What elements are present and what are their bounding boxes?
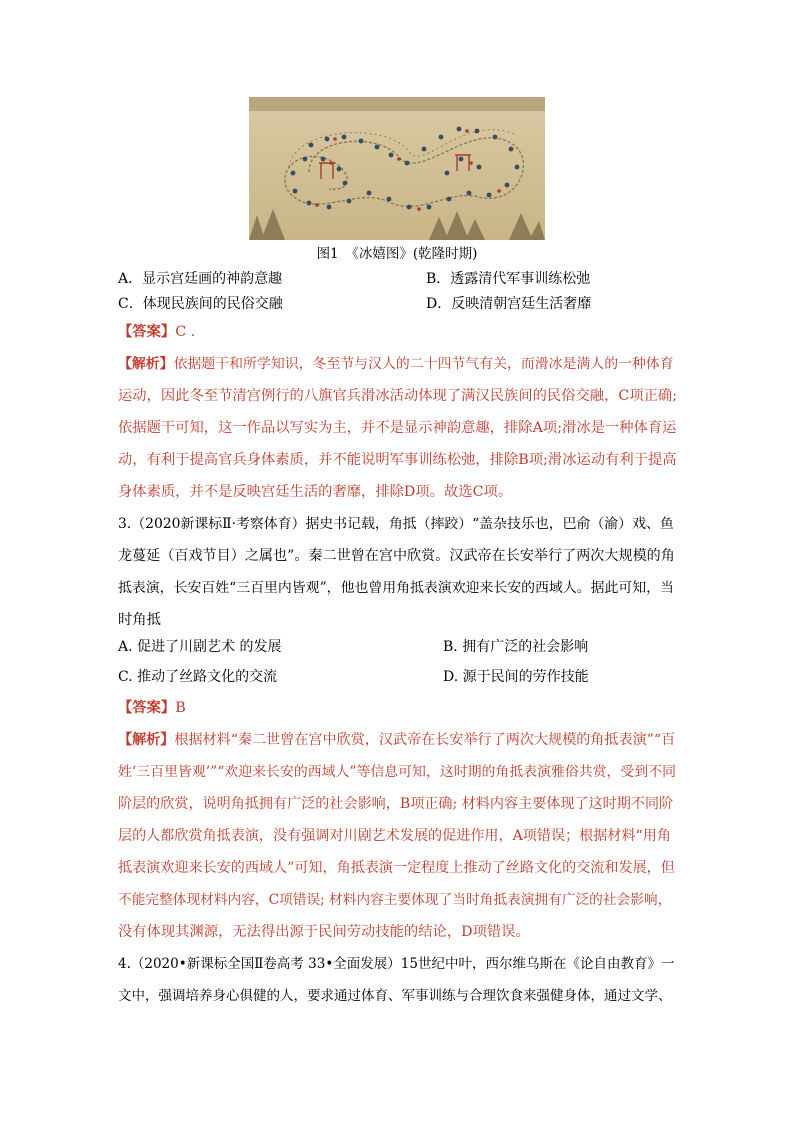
q3-analysis-line: 【解析】根据材料“秦二世曾在宫中欣赏，汉武帝在长安举行了两次大规模的角抵表演”“百 <box>118 732 676 748</box>
q4-stem-line: 4.（2020•新课标全国Ⅱ卷高考 33•全面发展）15世纪中叶，西尔维乌斯在《论自由教育》一 <box>118 956 675 972</box>
q3-stem-line: 龙蔓延（百戏节目）之属也”。秦二世曾在宫中欣赏。汉武帝在长安举行了两次大规模的角 <box>118 548 675 564</box>
q3-option-a: A. 促进了川剧艺术 的发展 <box>118 639 282 655</box>
q3-analysis-line: 不能完整体现材料内容，C项错误; 材料内容主要体现了当时角抵表演拥有广泛的社会影响， <box>118 892 672 908</box>
q2-option-b: B．透露清代军事训练松弛 <box>426 271 591 287</box>
q3-stem-line: 3.（2020新课标Ⅱ·考察体育）据史书记载，角抵（摔跤）“盖杂技乐也，巴俞（渝）戏、鱼 <box>118 516 674 532</box>
q3-option-b: B. 拥有广泛的社会影响 <box>443 639 589 655</box>
q3-analysis-line: 没有体现其渊源，无法得出源于民间劳动技能的结论，D项错误。 <box>118 924 530 940</box>
q3-stem-line: 抵表演，长安百姓“三百里内皆观”，他也曾用角抵表演欢迎来长安的西域人。据此可知，当 <box>118 580 674 596</box>
q3-answer <box>118 698 678 718</box>
answer-tag: 【答案】 <box>118 700 176 716</box>
q2-option-c: C．体现民族间的民俗交融 <box>118 296 283 312</box>
answer-tag: 【答案】 <box>118 324 176 340</box>
q2-analysis-line: 运动，因此冬至节清宫例行的八旗官兵滑冰活动体现了满汉民族间的民俗交融，C项正确; <box>118 388 678 404</box>
q2-analysis-line: 动，有利于提高官兵身体素质，并不能说明军事训练松弛，排除B项;滑冰运动有利于提高 <box>118 452 677 468</box>
q3-option-c: C. 推动了丝路文化的交流 <box>118 669 278 685</box>
q2-answer <box>118 322 678 342</box>
q4-stem-line: 文中，强调培养身心俱健的人，要求通过体育、军事训练与合理饮食来强健身体，通过文学、 <box>118 988 672 1004</box>
q3-analysis-line: 层的人都欣赏角抵表演，没有强调对川剧艺术发展的促进作用，A项错误；根据材料“用角 <box>118 828 671 844</box>
analysis-tag: 【解析】 <box>118 356 174 372</box>
q2-analysis-line: 依据题干可知，这一作品以写实为主，并不是显示神韵意趣，排除A项;滑冰是一种体育运 <box>118 420 677 436</box>
q3-analysis-line: 阶层的欣赏，说明角抵拥有广泛的社会影响，B项正确; 材料内容主要体现了这时期不同阶 <box>118 796 674 812</box>
q2-analysis-line: 身体素质，并不是反映宫廷生活的奢靡，排除D项。故选C项。 <box>118 484 513 500</box>
q3-analysis-line: 姓‘三百里皆观’”“欢迎来长安的西域人”等信息可知，这时期的角抵表演雅俗共赏，受到不同 <box>118 764 676 780</box>
q2-option-a: A．显示宫廷画的神韵意趣 <box>118 271 283 287</box>
q3-stem-line: 时角抵 <box>118 612 161 628</box>
answer-value: B <box>175 700 186 716</box>
answer-value: C . <box>175 324 196 340</box>
q3-option-d: D. 源于民间的劳作技能 <box>443 669 589 685</box>
figure-caption: 图1 《冰嬉图》(乾隆时期) <box>316 246 478 262</box>
analysis-tag: 【解析】 <box>118 732 175 748</box>
painting-icon <box>249 97 545 240</box>
q2-analysis-line: 【解析】依据题干和所学知识，冬至节与汉人的二十四节气有关，而滑冰是满人的一种体育 <box>118 356 674 372</box>
q2-option-d: D．反映清朝宫廷生活奢靡 <box>426 296 592 312</box>
q3-analysis-line: 抵表演欢迎来长安的西域人”可知，角抵表演一定程度上推动了丝路文化的交流和发展，但 <box>118 860 675 876</box>
